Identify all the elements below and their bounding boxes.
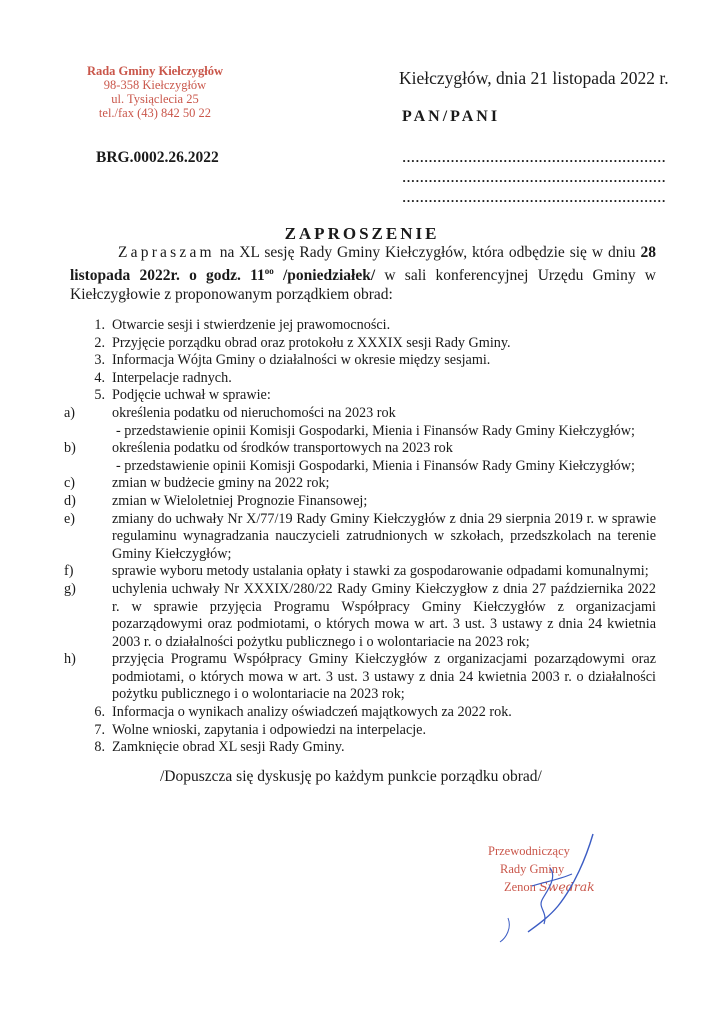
item-number: 7. [94,721,105,738]
resolution-letter: e) [64,510,76,527]
item-text: Interpelacje radnych. [112,369,232,386]
list-item [64,335,656,353]
resolution-item [64,405,656,440]
intro-text-1: na XL sesję Rady Gminy Kiełczygłów, która odbędzie się w dniu [219,244,636,261]
stamp-line-4: tel./fax (43) 842 50 22 [98,106,212,120]
address-line-1: …………………………………………………… [402,150,666,165]
list-item [64,387,656,405]
stamp-title: Przewodniczący [488,844,570,858]
reference-number: BRG.0002.26.2022 [96,149,219,166]
meeting-date: 28 listopada 2022r. o godz. 11 [70,244,656,285]
council-stamp [70,64,240,120]
item-text: Otwarcie sesji i stwierdzenie jej prawomocności. [112,317,391,333]
resolution-item [64,475,656,493]
stamp-line-3: ul. Tysiąclecia 25 [111,92,199,106]
resolution-item [64,581,656,651]
list-item [64,317,656,335]
list-item [64,704,656,722]
item-number: 1. [94,317,105,333]
stamp-first-name: Zenon [504,880,536,894]
resolution-letter: f) [64,563,74,580]
item-number: 8. [94,739,105,756]
item-number: 6. [94,704,105,721]
item-text: Zamknięcie obrad XL sesji Rady Gminy. [112,739,345,756]
item-text: Informacja o wynikach analizy oświadczeń majątkowych za 2022 rok. [112,704,512,721]
address-line-3: …………………………………………………… [402,190,666,205]
intro-verb: Zapraszam [118,244,215,261]
resolution-text: uchylenia uchwały Nr XXXIX/280/22 Rady Gminy Kiełczygłow z dnia 27 października 2022 r. w sprawie przyjęcia Programu Współpracy Gminy Kiełczygłów z organizacjami pozarządowymi oraz podmiotami, o których mowa w art. 3 ust. 3 ustawy z dnia 24 kwietnia 2003 r. o działalności pożytku publicznego i o wolontariacie na 2023 rok; [112,580,656,650]
list-item [64,739,656,757]
resolution-item [64,511,656,564]
stamp-line-1: Rada Gminy Kiełczygłów [86,64,224,78]
resolution-letter: b) [64,440,76,457]
stamp-line-2: 98-358 Kiełczygłów [103,78,207,92]
resolution-item [64,563,656,581]
stamp-surname: Swędrak [539,879,595,894]
item-text: Informacja Wójta Gminy o działalności w okresie między sesjami. [112,352,491,369]
resolution-text: przyjęcia Programu Współpracy Gminy Kiełczygłów z organizacjami pozarządowymi oraz podmiotami, o których mowa w art. 3 ust. 3 ustawy z dnia 24 kwietnia 2003 r. o działalności pożytku publicznego i o wolontariacie na 2023 rok; [112,651,656,703]
resolution-text: określenia podatku od środków transportowych na 2023 rok [112,440,453,457]
resolution-subtext: - przedstawienie opinii Komisji Gospodarki, Mienia i Finansów Rady Gminy Kiełczygłów; [116,457,635,474]
intro-paragraph [70,243,656,304]
intro-text-2: w sali konferencyjnej Urzędu Gminy w Kiełczygłowie z proponowanym porządkiem obrad: [70,267,656,304]
handwritten-signature [488,828,608,948]
item-number: 2. [94,334,105,351]
list-item [64,722,656,740]
meeting-day: /poniedziałek/ [283,267,376,285]
item-number: 3. [94,352,105,369]
item-text: Wolne wnioski, zapytania i odpowiedzi na interpelacje. [112,721,427,738]
resolution-text: określenia podatku od nieruchomości na 2023 rok [112,404,396,421]
closing-note: /Dopuszcza się dyskusję po każdym punkcie porządku obrad/ [160,768,542,785]
recipient-heading: PAN/PANI [402,108,501,125]
resolution-item [64,440,656,475]
agenda-list [64,317,656,757]
resolution-letter: a) [64,404,76,421]
resolution-text: zmian w Wieloletniej Prognozie Finansowej; [112,492,368,509]
resolution-letter: g) [64,580,76,597]
place-date: Kiełczygłów, dnia 21 listopada 2022 r. [399,68,669,88]
item-text: Przyjęcie porządku obrad oraz protokołu z XXXIX sesji Rady Gminy. [112,334,511,351]
resolution-text: zmiany do uchwały Nr X/77/19 Rady Gminy Kiełczygłów z dnia 29 sierpnia 2019 r. w sprawie regulaminu wynagradzania nauczycieli zatrudnionych w szkołach, przedszkolach na terenie Gminy Kiełczygłów; [112,510,656,562]
resolution-letter: d) [64,492,76,509]
resolution-item [64,651,656,704]
item-number: 4. [94,369,105,386]
resolution-letter: h) [64,651,76,668]
resolution-text: zmian w budżecie gminy na 2022 rok; [112,475,330,492]
item-text: Podjęcie uchwał w sprawie: [112,387,271,404]
list-item [64,352,656,370]
meeting-time-sup: oo [264,266,274,276]
address-line-2: …………………………………………………… [402,170,666,185]
resolution-subtext: - przedstawienie opinii Komisji Gospodarki, Mienia i Finansów Rady Gminy Kiełczygłów; [116,422,635,439]
stamp-body: Rady Gminy [500,862,565,876]
list-item [64,370,656,388]
resolution-item [64,493,656,511]
item-number: 5. [94,387,105,404]
resolution-letter: c) [64,475,76,492]
resolution-text: sprawie wyboru metody ustalania opłaty i stawki za gospodarowanie odpadami komunalnymi; [112,563,649,580]
document-title: ZAPROSZENIE [284,224,440,243]
